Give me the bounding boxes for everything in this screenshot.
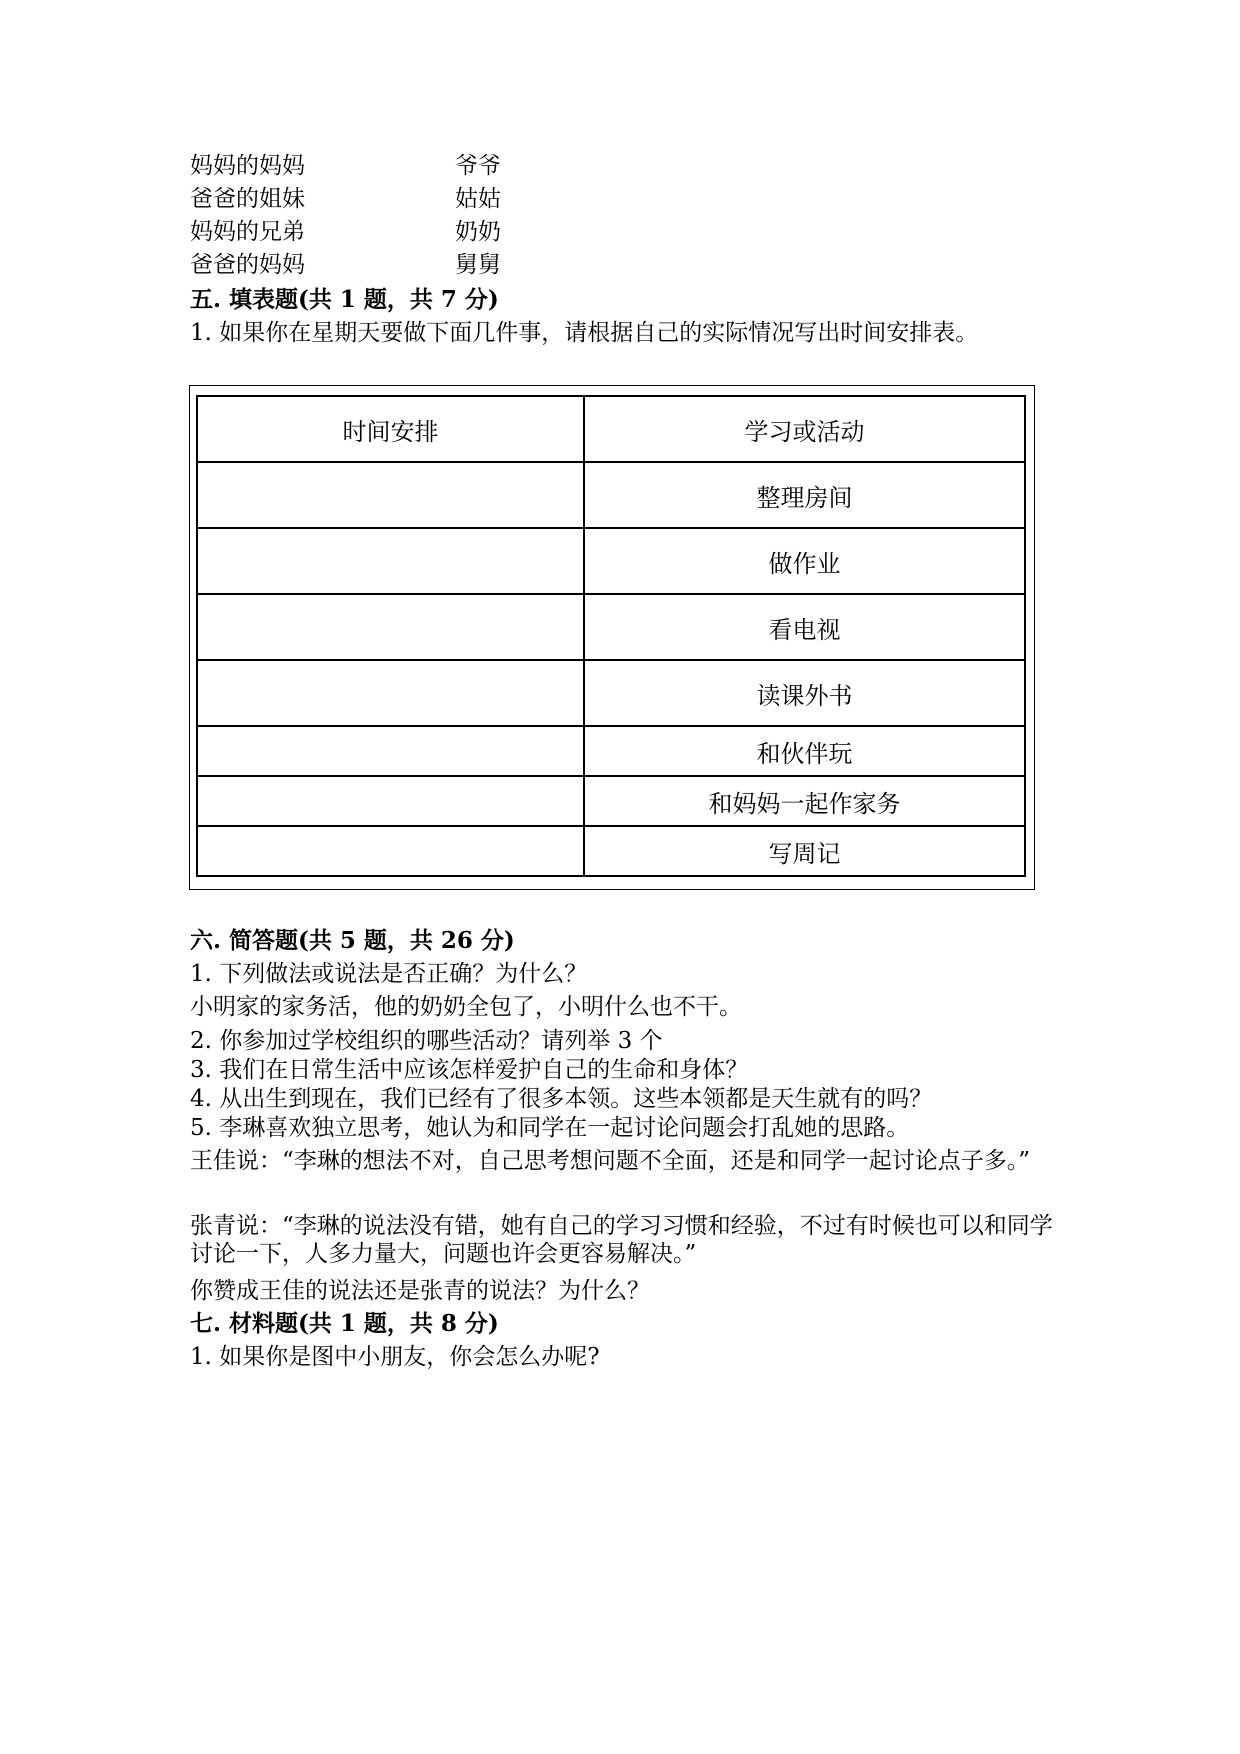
schedule-time-cell[interactable] [197, 594, 584, 660]
section-5-question-1: 1. 如果你在星期天要做下面几件事，请根据自己的实际情况写出时间安排表。 [190, 320, 979, 346]
section-6-question-1-detail: 小明家的家务活，他的奶奶全包了，小明什么也不干。 [190, 994, 742, 1020]
schedule-row [197, 462, 1025, 528]
schedule-time-cell[interactable] [197, 528, 584, 594]
matching-left-item: 妈妈的兄弟 [190, 219, 305, 245]
schedule-header-row [197, 396, 1025, 462]
schedule-activity-cell: 看电视 [584, 594, 1025, 660]
schedule-activity-cell: 和妈妈一起作家务 [584, 776, 1025, 826]
section-6-question-5-ask: 你赞成王佳的说法还是张青的说法？为什么？ [190, 1278, 650, 1304]
schedule-time-cell[interactable] [197, 462, 584, 528]
matching-left-item: 爸爸的姐妹 [190, 186, 305, 212]
schedule-time-cell[interactable] [197, 826, 584, 876]
schedule-time-cell[interactable] [197, 726, 584, 776]
section-6-question-1: 1. 下列做法或说法是否正确？为什么？ [190, 961, 588, 987]
matching-left-item: 爸爸的妈妈 [190, 252, 305, 278]
section-6-question-5: 5. 李琳喜欢独立思考，她认为和同学在一起讨论问题会打乱她的思路。 [190, 1115, 910, 1141]
schedule-row [197, 826, 1025, 876]
matching-left-item: 妈妈的妈妈 [190, 153, 305, 179]
schedule-row [197, 660, 1025, 726]
schedule-activity-cell: 和伙伴玩 [584, 726, 1025, 776]
schedule-activity-cell: 做作业 [584, 528, 1025, 594]
matching-right-item: 姑姑 [455, 186, 501, 212]
section-6-question-2: 2. 你参加过学校组织的哪些活动？请列举 3 个 [190, 1028, 663, 1054]
section-6-question-4: 4. 从出生到现在，我们已经有了很多本领。这些本领都是天生就有的吗？ [190, 1086, 933, 1112]
schedule-table [196, 395, 1026, 877]
schedule-header-activity: 学习或活动 [584, 396, 1025, 462]
schedule-activity-cell: 整理房间 [584, 462, 1025, 528]
schedule-row [197, 528, 1025, 594]
schedule-time-cell[interactable] [197, 776, 584, 826]
schedule-row [197, 594, 1025, 660]
schedule-row [197, 726, 1025, 776]
schedule-header-time: 时间安排 [197, 396, 584, 462]
section-6-question-3: 3. 我们在日常生活中应该怎样爱护自己的生命和身体？ [190, 1057, 749, 1083]
matching-right-item: 奶奶 [455, 219, 501, 245]
section-6-question-5-wang: 王佳说：“李琳的想法不对，自己思考想问题不全面，还是和同学一起讨论点子多。” [190, 1148, 1031, 1174]
schedule-time-cell[interactable] [197, 660, 584, 726]
section-7-title: 七. 材料题(共 1 题，共 8 分) [190, 1310, 499, 1337]
section-5-title: 五. 填表题(共 1 题，共 7 分) [190, 286, 499, 313]
schedule-row [197, 776, 1025, 826]
schedule-activity-cell: 写周记 [584, 826, 1025, 876]
section-6-question-5-zhang: 张青说：“李琳的说法没有错，她有自己的学习习惯和经验，不过有时候也可以和同学讨论一下，人多力量大，问题也许会更容易解决。” [190, 1213, 1053, 1267]
section-7-question-1: 1. 如果你是图中小朋友，你会怎么办呢? [190, 1344, 600, 1370]
section-6-title: 六. 简答题(共 5 题，共 26 分) [190, 927, 515, 954]
schedule-activity-cell: 读课外书 [584, 660, 1025, 726]
matching-right-item: 舅舅 [455, 252, 501, 278]
matching-right-item: 爷爷 [455, 153, 501, 179]
